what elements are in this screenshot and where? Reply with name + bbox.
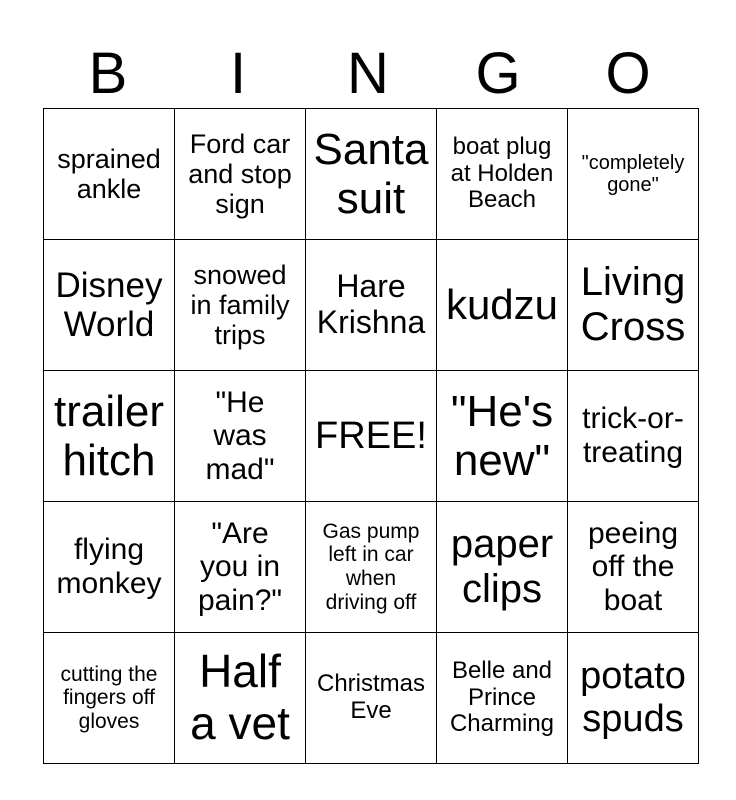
cell-text: "He's new" bbox=[450, 386, 554, 485]
bingo-cell[interactable] bbox=[568, 240, 699, 371]
cell-text: trailer hitch bbox=[53, 386, 165, 485]
cell-text: flying monkey bbox=[56, 533, 162, 600]
cell-text: boat plug at Holden Beach bbox=[450, 132, 554, 214]
cell-text: Disney World bbox=[55, 265, 163, 344]
cell-text: Belle and Prince Charming bbox=[449, 656, 555, 738]
bingo-cell[interactable] bbox=[568, 371, 699, 502]
cell-text: Hare Krishna bbox=[316, 268, 426, 340]
cell-text: Half a vet bbox=[190, 645, 290, 749]
header-letter-o: O bbox=[605, 41, 651, 106]
bingo-header bbox=[43, 40, 693, 108]
header-letter-g: G bbox=[475, 41, 521, 106]
bingo-cell[interactable] bbox=[568, 633, 699, 764]
header-letter-b: B bbox=[88, 41, 128, 106]
free-space-cell[interactable] bbox=[306, 371, 437, 502]
bingo-cell[interactable] bbox=[306, 240, 437, 371]
board-row bbox=[44, 109, 699, 240]
cell-text: kudzu bbox=[445, 281, 559, 329]
cell-text: trick-or- treating bbox=[582, 402, 684, 469]
bingo-cell[interactable] bbox=[44, 109, 175, 240]
cell-text: Christmas Eve bbox=[316, 670, 425, 724]
bingo-cell[interactable] bbox=[437, 240, 568, 371]
bingo-cell[interactable] bbox=[437, 502, 568, 633]
cell-text: peeing off the boat bbox=[587, 516, 679, 617]
board-row bbox=[44, 633, 699, 764]
bingo-cell[interactable] bbox=[306, 502, 437, 633]
bingo-cell[interactable] bbox=[306, 633, 437, 764]
cell-text: "Are you in pain?" bbox=[197, 516, 283, 617]
bingo-cell[interactable] bbox=[175, 633, 306, 764]
bingo-cell[interactable] bbox=[568, 502, 699, 633]
cell-text: Living Cross bbox=[580, 260, 686, 349]
bingo-cell[interactable] bbox=[175, 240, 306, 371]
bingo-board bbox=[43, 108, 699, 764]
bingo-cell[interactable] bbox=[568, 109, 699, 240]
board-row bbox=[44, 240, 699, 371]
bingo-cell[interactable] bbox=[44, 502, 175, 633]
bingo-cell[interactable] bbox=[44, 633, 175, 764]
cell-text: Santa suit bbox=[313, 124, 429, 223]
bingo-cell[interactable] bbox=[175, 371, 306, 502]
bingo-cell[interactable] bbox=[437, 633, 568, 764]
cell-text: paper clips bbox=[450, 522, 554, 611]
bingo-cell[interactable] bbox=[437, 371, 568, 502]
bingo-cell[interactable] bbox=[306, 109, 437, 240]
bingo-cell[interactable] bbox=[44, 240, 175, 371]
cell-text: "He was mad" bbox=[205, 385, 275, 486]
cell-text: Ford car and stop sign bbox=[188, 128, 292, 220]
cell-text: "completely gone" bbox=[581, 151, 685, 196]
bingo-cell[interactable] bbox=[44, 371, 175, 502]
header-letter-i: I bbox=[229, 41, 247, 106]
cell-text: snowed in family trips bbox=[190, 259, 290, 351]
cell-text: potato spuds bbox=[580, 655, 686, 740]
cell-text: cutting the fingers off gloves bbox=[60, 662, 158, 733]
cell-text: sprained ankle bbox=[57, 143, 161, 204]
header-letter-n: N bbox=[347, 41, 389, 106]
board-row bbox=[44, 371, 699, 502]
bingo-cell[interactable] bbox=[175, 502, 306, 633]
bingo-cell[interactable] bbox=[175, 109, 306, 240]
board-row bbox=[44, 502, 699, 633]
cell-text: FREE! bbox=[315, 414, 427, 457]
cell-text: Gas pump left in car when driving off bbox=[322, 519, 420, 614]
bingo-cell[interactable] bbox=[437, 109, 568, 240]
